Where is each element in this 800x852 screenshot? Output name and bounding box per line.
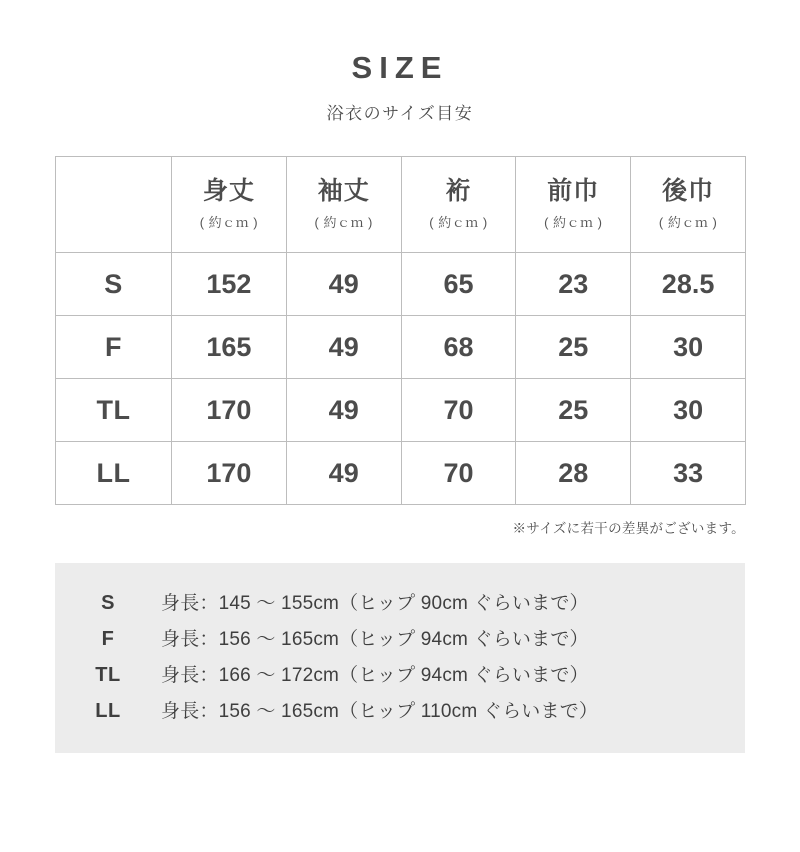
size-table-wrapper bbox=[55, 156, 745, 505]
list-item bbox=[55, 693, 745, 729]
cell-tl-3: 70 bbox=[401, 379, 516, 442]
column-header-3-main: 裄 bbox=[445, 177, 472, 206]
height-guide-panel bbox=[55, 563, 745, 753]
guide-desc-tl: 身長：166 ～ 172cm（ヒップ 94cm ぐらいまで） bbox=[161, 665, 589, 686]
cell-tl-5: 30 bbox=[631, 379, 746, 442]
list-item bbox=[55, 657, 745, 693]
table-corner-cell bbox=[56, 157, 172, 253]
size-table-body bbox=[56, 253, 746, 505]
column-header-3 bbox=[401, 157, 516, 253]
guide-code-tl: TL bbox=[95, 664, 121, 686]
cell-ll-4: 28 bbox=[516, 442, 631, 505]
column-header-2 bbox=[286, 157, 401, 253]
column-header-1-sub: ( 約ｃｍ ) bbox=[199, 214, 259, 230]
page-subtitle: 浴衣のサイズ目安 bbox=[326, 104, 474, 123]
size-table-head bbox=[56, 157, 746, 253]
table-header-row bbox=[56, 157, 746, 253]
table-row bbox=[56, 442, 746, 505]
column-header-3-sub: ( 約ｃｍ ) bbox=[429, 214, 488, 230]
cell-f-4: 25 bbox=[516, 316, 631, 379]
cell-tl-4: 25 bbox=[516, 379, 631, 442]
cell-s-5: 28.5 bbox=[631, 253, 746, 316]
guide-desc-f: 身長：156 ～ 165cm（ヒップ 94cm ぐらいまで） bbox=[161, 629, 589, 650]
cell-s-3: 65 bbox=[401, 253, 516, 316]
list-item bbox=[55, 621, 745, 657]
cell-ll-1: 170 bbox=[172, 442, 287, 505]
column-header-5-main: 後巾 bbox=[662, 177, 715, 206]
column-header-4-main: 前巾 bbox=[547, 177, 600, 206]
column-header-1-main: 身丈 bbox=[202, 177, 255, 206]
cell-tl-1: 170 bbox=[172, 379, 287, 442]
list-item bbox=[55, 585, 745, 621]
table-row bbox=[56, 253, 746, 316]
column-header-5 bbox=[631, 157, 746, 253]
row-label-s: S bbox=[56, 253, 172, 316]
row-label-f: F bbox=[56, 316, 172, 379]
cell-ll-2: 49 bbox=[286, 442, 401, 505]
column-header-2-main: 袖丈 bbox=[317, 177, 370, 206]
cell-f-2: 49 bbox=[286, 316, 401, 379]
size-variance-note: ※サイズに若干の差異がございます。 bbox=[512, 521, 745, 536]
table-row bbox=[56, 379, 746, 442]
table-row bbox=[56, 316, 746, 379]
cell-tl-2: 49 bbox=[286, 379, 401, 442]
column-header-5-sub: ( 約ｃｍ ) bbox=[658, 214, 718, 230]
column-header-2-sub: ( 約ｃｍ ) bbox=[314, 214, 373, 230]
column-header-4 bbox=[516, 157, 631, 253]
guide-code-ll: LL bbox=[95, 700, 121, 722]
row-label-ll: LL bbox=[56, 442, 172, 505]
column-header-1 bbox=[172, 157, 287, 253]
cell-f-1: 165 bbox=[172, 316, 287, 379]
guide-desc-s: 身長：145 ～ 155cm（ヒップ 90cm ぐらいまで） bbox=[161, 593, 589, 614]
cell-ll-5: 33 bbox=[631, 442, 746, 505]
cell-f-5: 30 bbox=[631, 316, 746, 379]
guide-code-s: S bbox=[101, 592, 115, 614]
size-table bbox=[55, 156, 746, 505]
cell-s-4: 23 bbox=[516, 253, 631, 316]
cell-s-2: 49 bbox=[286, 253, 401, 316]
guide-desc-ll: 身長：156 ～ 165cm（ヒップ 110cm ぐらいまで） bbox=[161, 701, 599, 722]
row-label-tl: TL bbox=[56, 379, 172, 442]
guide-code-f: F bbox=[101, 628, 115, 650]
cell-ll-3: 70 bbox=[401, 442, 516, 505]
size-chart-page bbox=[0, 52, 800, 852]
column-header-4-sub: ( 約ｃｍ ) bbox=[544, 214, 603, 230]
page-title: SIZE bbox=[351, 50, 449, 85]
cell-f-3: 68 bbox=[401, 316, 516, 379]
cell-s-1: 152 bbox=[172, 253, 287, 316]
